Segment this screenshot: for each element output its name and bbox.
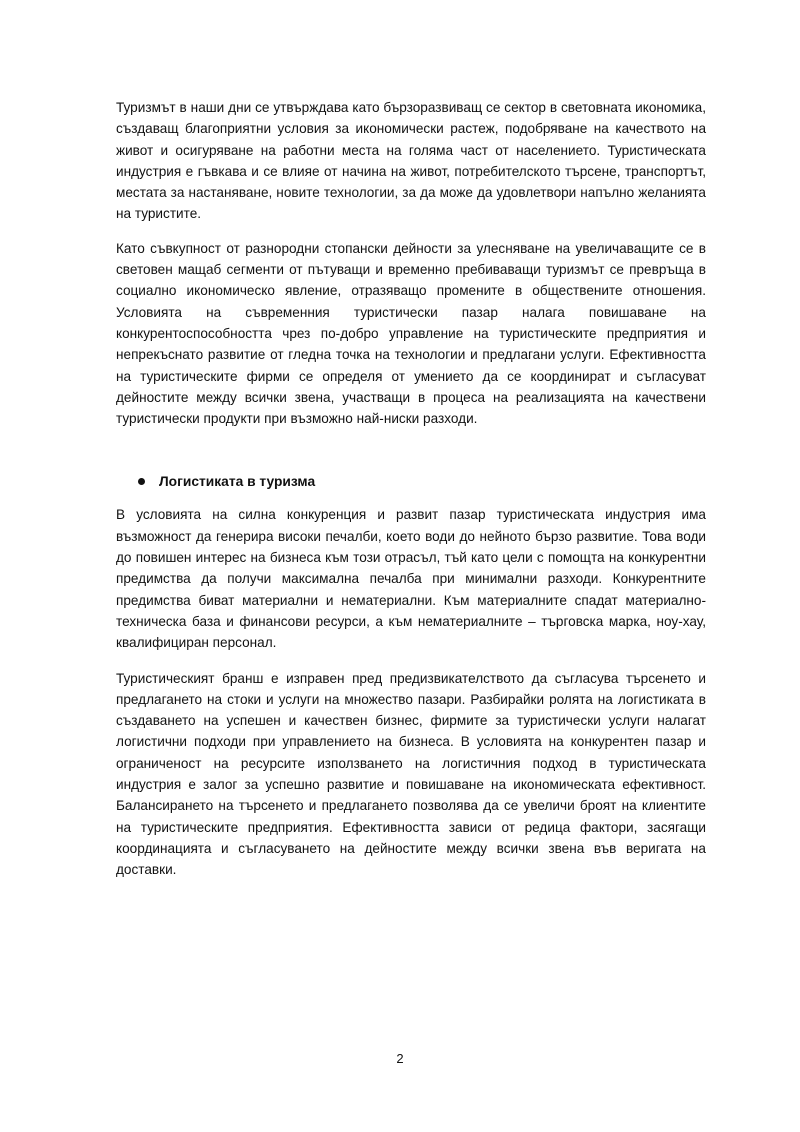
page-content	[116, 97, 706, 895]
paragraph-section-2: Туристическият бранш е изправен пред предизвикателството да съгласува търсенето и предлагането на стоки и услуги на множество пазари. Разбирайки ролята на логистиката в създаването на успешен и качествен бизнес, фирмите за туристически услуги налагат логистични подходи при управлението на бизнеса. В условията на конкурентен пазар и ограниченост на ресурсите използването на логистичния подход в туристическата индустрия е залог за успешно развитие и повишаване на икономическата ефективност. Балансирането на търсенето и предлагането позволява да се увеличи броят на клиентите на туристическите предприятия. Ефективността зависи от редица фактори, засягащи координацията и съгласуването на дейностите между всички звена във веригата на доставки.	[116, 670, 706, 878]
paragraph-intro-1: Туризмът в наши дни се утвърждава като бързоразвиващ се сектор в световната икономика, създаващ благоприятни условия за икономически растеж, подобряване на качеството на живот и осигуряване на работни места на голяма част от населението. Туристическата индустрия е гъвкава и се влияе от начина на живот, потребителското търсене, транспортът, местата за настаняване, новите технологии, за да може да удовлетвори напълно желанията на туристите.	[116, 100, 706, 222]
paragraph-intro-2: Като съвкупност от разнородни стопански дейности за улесняване на увеличаващите се в световен мащаб сегменти от пътуващи и временно пребиваващи туризмът се превръща в социално икономическо явление, отразяващо промените в обществените отношения. Условията на съвременния туристически пазар налага повишаване на конкурентоспособността чрез по-добро управление на туристическите предприятия и непрекъснато развитие от гледна точка на технологии и предлагани услуги. Ефективността на туристическите фирми се определя от умението да се координират и съгласуват дейностите между всички звена, участващи в процеса на реализацията на качествени туристически продукти при възможно най-ниски разходи.	[116, 240, 706, 427]
paragraph-section-1: В условията на силна конкуренция и развит пазар туристическата индустрия има възможност да генерира високи печалби, което води до нейното бързо развитие. Това води до повишен интерес на бизнеса към този отрасъл, тъй като цели с помощта на конкурентни предимства да получи максимална печалба при минимални разходи. Конкурентните предимства биват материални и нематериални. Към материалните спадат материално-техническа база и финансови ресурси, а към нематериалните – търговска марка, ноу-хау, квалифициран персонал.	[116, 507, 706, 651]
bullet-icon	[138, 478, 145, 485]
page-number: 2	[396, 1051, 404, 1066]
section-heading: Логистиката в туризма	[159, 474, 316, 490]
section-heading-row	[116, 471, 706, 492]
